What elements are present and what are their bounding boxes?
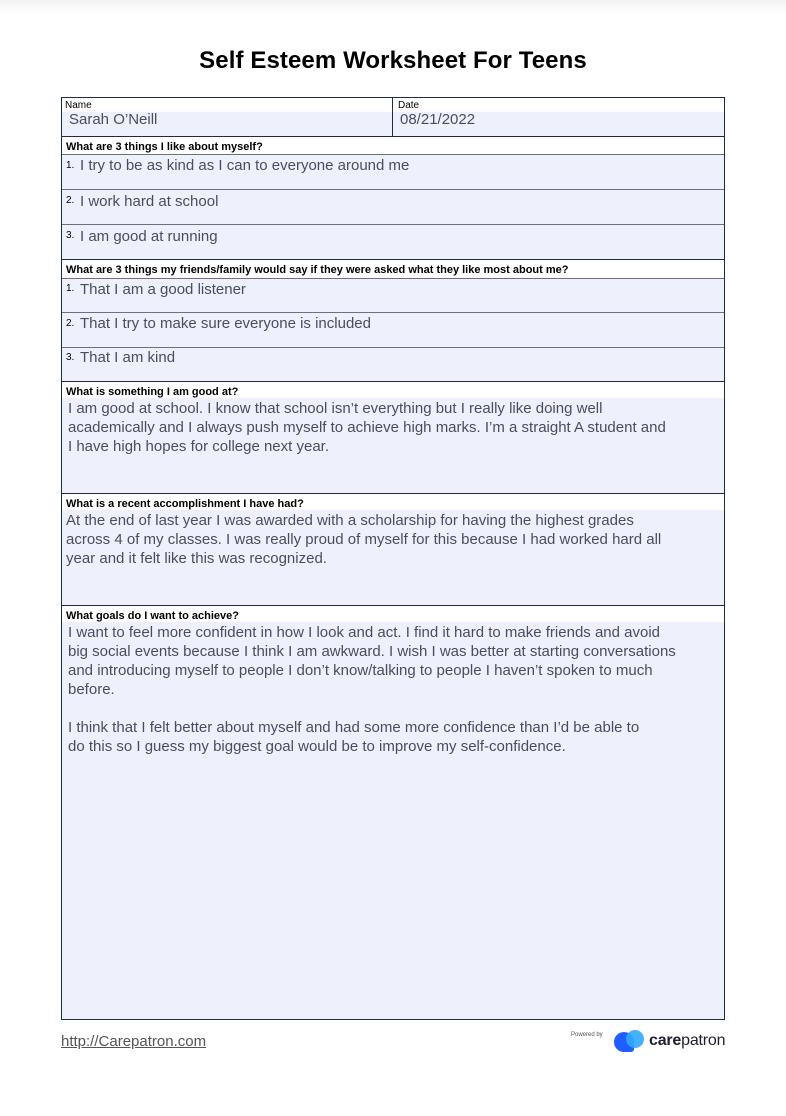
top-edge (0, 0, 786, 14)
friends-item-1-number: 1. (66, 283, 75, 294)
likes-item-3-field[interactable]: I am good at running (80, 228, 218, 245)
carepatron-logo-icon (614, 1030, 646, 1052)
divider (62, 136, 724, 137)
friends-item-3-number: 3. (66, 352, 75, 363)
name-field[interactable]: Sarah O’Neill (69, 111, 158, 128)
carepatron-logo (614, 1030, 725, 1052)
carepatron-link[interactable]: http://Carepatron.com (61, 1033, 207, 1050)
carepatron-wordmark: carepatron (649, 1032, 726, 1049)
friends-item-2-number: 2. (66, 318, 75, 329)
likes-item-2-number: 2. (66, 195, 75, 206)
likes-item-1-field[interactable]: I try to be as kind as I can to everyone around me (80, 157, 410, 174)
divider (62, 381, 724, 382)
name-date-row (62, 98, 724, 136)
likes-item-1-number: 1. (66, 160, 75, 171)
likes-item-2-field[interactable]: I work hard at school (80, 193, 219, 210)
friends-item-2-field[interactable]: That I try to make sure everyone is included (80, 315, 371, 332)
goals-question: What goals do I want to achieve? (66, 610, 239, 622)
page-title: Self Esteem Worksheet For Teens (199, 47, 587, 74)
worksheet-form (61, 97, 725, 1020)
good-at-question: What is something I am good at? (66, 386, 239, 398)
divider (62, 259, 724, 260)
name-label: Name (65, 100, 92, 111)
date-label: Date (398, 100, 420, 111)
goals-answer[interactable]: I want to feel more confident in how I look and act. I find it hard to make friends and avoid big social events because I think I am awkward. I wish I was better at starting conversations and introducing myself to people I don’t know/talking to people I haven’t spoken to much before. I think that I felt better about myself and had some more confidence than I’d be able to do this so I guess my biggest goal would be to improve my self-confidence. (68, 624, 676, 755)
divider (62, 605, 724, 606)
powered-by-label: Powered by (571, 1032, 603, 1038)
friends-item-1-field[interactable]: That I am a good listener (80, 281, 246, 298)
accomplishment-question: What is a recent accomplishment I have had? (66, 498, 304, 510)
divider (62, 493, 724, 494)
likes-item-3-number: 3. (66, 230, 75, 241)
date-field[interactable]: 08/21/2022 (400, 111, 476, 128)
accomplishment-answer[interactable]: At the end of last year I was awarded with a scholarship for having the highest grades across 4 of my classes. I was really proud of myself for this because I had worked hard all year and it felt like this was recognized. (66, 512, 662, 567)
column-divider (392, 98, 393, 136)
friends-question: What are 3 things my friends/family would say if they were asked what they like most about me? (66, 264, 569, 276)
good-at-answer[interactable]: I am good at school. I know that school isn’t everything but I really like doing well academically and I always push myself to achieve high marks. I’m a straight A student and I have high hopes for college next year. (68, 400, 666, 455)
likes-question: What are 3 things I like about myself? (66, 141, 263, 153)
friends-item-3-field[interactable]: That I am kind (80, 349, 176, 366)
